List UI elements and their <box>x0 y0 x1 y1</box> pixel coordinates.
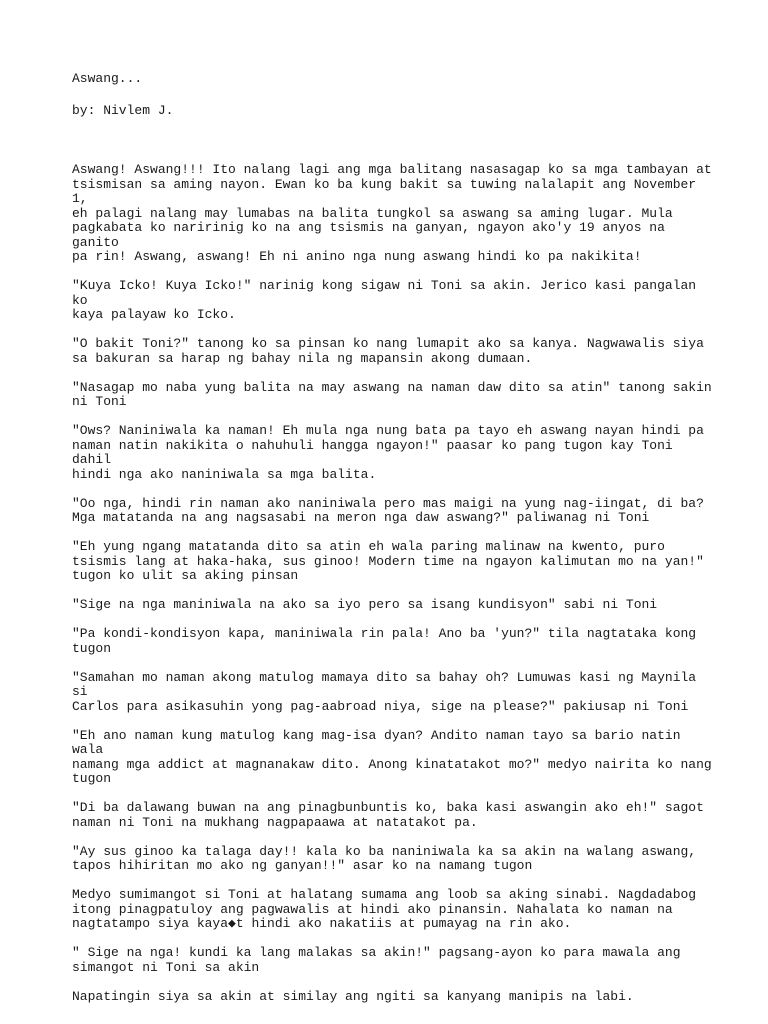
paragraph: Medyo sumimangot si Toni at halatang sumama ang loob sa aking sinabi. Nagdadabog itong pinagpatuloy ang pagwawalis at hindi ako pinansin. Nahalata ko naman na nagtatampo siya kaya◆t hindi ako nakatiis at pumayag na rin ako. <box>72 887 697 931</box>
paragraph: "Pa kondi-kondisyon kapa, maniniwala rin pala! Ano ba 'yun?" tila nagtataka kong tugon <box>72 626 697 656</box>
paragraph: "Samahan mo naman akong matulog mamaya dito sa bahay oh? Lumuwas kasi ng Maynila si Carlos para asikasuhin yong pag-aabroad niya, sige na please?" pakiusap ni Toni <box>72 669 697 714</box>
paragraph: "Sige na nga maniniwala na ako sa iyo pero sa isang kundisyon" sabi ni Toni <box>72 597 658 612</box>
paragraph: "O bakit Toni?" tanong ko sa pinsan ko nang lumapit ako sa kanya. Nagwawalis siya sa bakuran sa harap ng bahay nila ng mapansin akong dumaan. <box>72 336 704 366</box>
paragraph: Aswang! Aswang!!! Ito nalang lagi ang mga balitang nasasagap ko sa mga tambayan at tsismisan sa aming nayon. Ewan ko ba kung bakit sa tuwing nalalapit ang November 1, eh palagi nalang may lumabas na balita tungkol sa aswang sa aming lugar. Mula pagkabata ko naririnig ko na ang tsismis na ganyan, ngayon ako'y 19 anyos na ganito pa rin! Aswang, aswang! Eh ni anino nga nung aswang hindi ko pa nakikita! <box>72 162 712 264</box>
paragraph: "Nasagap mo naba yung balita na may aswang na naman daw dito sa atin" tanong sakin ni Toni <box>72 379 712 409</box>
paragraph: Napatingin siya sa akin at similay ang ngiti sa kanyang manipis na labi. <box>72 988 634 1004</box>
paragraph: "Ows? Naniniwala ka naman! Eh mula nga nung bata pa tayo eh aswang nayan hindi pa naman natin nakikita o nahuhuli hangga ngayon!" paasar ko pang tugon kay Toni dahil hindi nga ako naniniwala sa mga balita. <box>72 423 704 482</box>
paragraph: "Kuya Icko! Kuya Icko!" narinig kong sigaw ni Toni sa akin. Jerico kasi pangalan ko kaya palayaw ko Icko. <box>72 278 697 322</box>
paragraph: "Di ba dalawang buwan na ang pinagbunbuntis ko, baka kasi aswangin ako eh!" sagot naman ni Toni na mukhang nagpapaawa at natatakot pa. <box>72 800 704 830</box>
paragraph: "Eh yung ngang matatanda dito sa atin eh wala paring malinaw na kwento, puro tsismis lang at haka-haka, sus ginoo! Modern time na ngayon kalimutan mo na yan!" tugon ko ulit sa aking pinsan <box>72 539 704 583</box>
document-body <box>72 163 712 1004</box>
document-author: by: Nivlem J. <box>72 102 174 118</box>
paragraph: "Eh ano naman kung matulog kang mag-isa dyan? Andito naman tayo sa bario natin wala namang mga addict at magnanakaw dito. Anong kinatatakot mo?" medyo nairita ko nang tugon <box>72 727 712 786</box>
paragraph: " Sige na nga! kundi ka lang malakas sa akin!" pagsang-ayon ko para mawala ang simangot ni Toni sa akin <box>72 945 681 975</box>
document-title: Aswang... <box>72 71 143 86</box>
paragraph: "Oo nga, hindi rin naman ako naniniwala pero mas maigi na yung nag-iingat, di ba? Mga matatanda na ang nagsasabi na meron nga daw aswang?" paliwanag ni Toni <box>72 495 704 525</box>
document-page <box>72 72 712 1019</box>
paragraph: "Ay sus ginoo ka talaga day!! kala ko ba naniniwala ka sa akin na walang aswang, tapos hihiritan mo ako ng ganyan!!" asar ko na namang tugon <box>72 843 697 873</box>
